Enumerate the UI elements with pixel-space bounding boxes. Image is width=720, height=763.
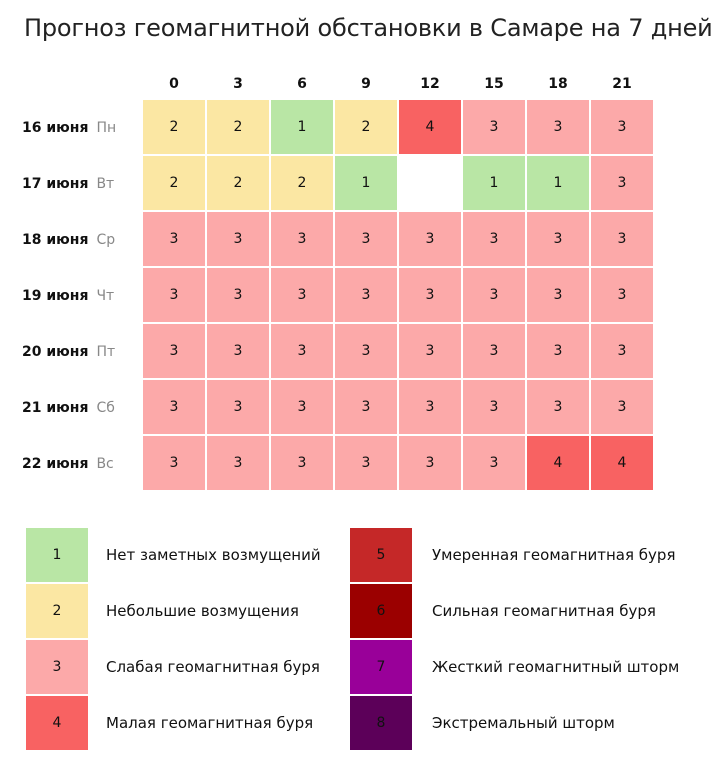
legend-label-7: Жесткий геомагнитный шторм — [432, 658, 680, 676]
heatmap-cell: 3 — [335, 268, 397, 322]
row-date: 17 июня — [22, 175, 89, 192]
heatmap-cell: 3 — [207, 380, 269, 434]
heatmap-cell: 0 — [399, 156, 461, 210]
legend-label-8: Экстремальный шторм — [432, 714, 615, 732]
heatmap-cell: 3 — [335, 212, 397, 266]
hour-label-9: 9 — [361, 76, 371, 92]
heatmap-cell: 2 — [143, 100, 205, 154]
heatmap-cell: 3 — [463, 380, 525, 434]
heatmap-cell: 3 — [399, 380, 461, 434]
legend-swatch-2: 2 — [26, 584, 88, 638]
row-label — [22, 436, 142, 491]
heatmap-cell: 3 — [207, 436, 269, 490]
row-weekday: Пн — [96, 119, 117, 136]
hour-label-6: 6 — [297, 76, 307, 92]
legend-swatch-3: 3 — [26, 640, 88, 694]
heatmap-cell: 3 — [271, 212, 333, 266]
heatmap-cell: 3 — [591, 100, 653, 154]
heatmap-cell: 3 — [271, 324, 333, 378]
heatmap-cell: 1 — [335, 156, 397, 210]
legend-label-1: Нет заметных возмущений — [106, 546, 321, 564]
legend-swatch-1: 1 — [26, 528, 88, 582]
heatmap-cell: 3 — [591, 380, 653, 434]
heatmap-cell: 3 — [335, 324, 397, 378]
heatmap-cell: 3 — [591, 156, 653, 210]
heatmap-cell: 3 — [271, 436, 333, 490]
heatmap-cell: 3 — [591, 268, 653, 322]
heatmap-cell: 3 — [335, 380, 397, 434]
heatmap-cell: 4 — [527, 436, 589, 490]
heatmap-cell: 4 — [399, 100, 461, 154]
heatmap-cell: 4 — [591, 436, 653, 490]
heatmap-cell: 3 — [143, 324, 205, 378]
heatmap-cell: 2 — [207, 100, 269, 154]
hour-label-15: 15 — [484, 76, 504, 92]
heatmap-cell: 3 — [143, 212, 205, 266]
legend-label-5: Умеренная геомагнитная буря — [432, 546, 676, 564]
row-date: 19 июня — [22, 287, 89, 304]
heatmap-cell: 2 — [143, 156, 205, 210]
heatmap-cell: 3 — [399, 212, 461, 266]
heatmap-cell: 1 — [271, 100, 333, 154]
heatmap-cell: 3 — [143, 268, 205, 322]
legend-swatch-7: 7 — [350, 640, 412, 694]
legend-label-3: Слабая геомагнитная буря — [106, 658, 320, 676]
row-date: 16 июня — [22, 119, 89, 136]
heatmap-cell: 3 — [463, 212, 525, 266]
heatmap-cell: 3 — [143, 436, 205, 490]
legend-label-2: Небольшие возмущения — [106, 602, 299, 620]
legend-swatch-8: 8 — [350, 696, 412, 750]
heatmap-cell: 3 — [527, 324, 589, 378]
row-label — [22, 156, 142, 211]
legend-swatch-6: 6 — [350, 584, 412, 638]
heatmap-cell: 2 — [335, 100, 397, 154]
heatmap-cell: 3 — [527, 100, 589, 154]
heatmap-cell: 3 — [399, 324, 461, 378]
heatmap-cell: 3 — [207, 212, 269, 266]
heatmap-cell: 3 — [463, 268, 525, 322]
heatmap-cell: 3 — [527, 380, 589, 434]
heatmap-cell: 2 — [271, 156, 333, 210]
hour-label-21: 21 — [612, 76, 632, 92]
heatmap-cell: 2 — [207, 156, 269, 210]
hour-label-12: 12 — [420, 76, 440, 92]
legend-swatch-4: 4 — [26, 696, 88, 750]
heatmap-cell: 3 — [207, 268, 269, 322]
row-date: 22 июня — [22, 455, 89, 472]
legend-swatch-5: 5 — [350, 528, 412, 582]
heatmap-cell: 1 — [527, 156, 589, 210]
hour-label-0: 0 — [169, 76, 179, 92]
heatmap-cell: 3 — [143, 380, 205, 434]
row-date: 18 июня — [22, 231, 89, 248]
heatmap-cell: 3 — [271, 268, 333, 322]
chart-title: Прогноз геомагнитной обстановки в Самаре на 7 дней — [24, 14, 713, 42]
heatmap-cell: 3 — [527, 212, 589, 266]
row-label — [22, 100, 142, 155]
legend-label-4: Малая геомагнитная буря — [106, 714, 314, 732]
heatmap-cell: 3 — [207, 324, 269, 378]
hour-label-3: 3 — [233, 76, 243, 92]
row-weekday: Пт — [96, 343, 116, 360]
heatmap-cell: 3 — [527, 268, 589, 322]
row-weekday: Вт — [96, 175, 115, 192]
heatmap-cell: 3 — [591, 324, 653, 378]
row-label — [22, 212, 142, 267]
heatmap-cell: 3 — [463, 324, 525, 378]
heatmap-cell: 3 — [271, 380, 333, 434]
hour-label-18: 18 — [548, 76, 568, 92]
row-date: 20 июня — [22, 343, 89, 360]
row-label — [22, 380, 142, 435]
row-weekday: Сб — [96, 399, 115, 416]
heatmap-cell: 3 — [463, 100, 525, 154]
heatmap-cell: 3 — [399, 268, 461, 322]
heatmap-cell: 3 — [399, 436, 461, 490]
row-date: 21 июня — [22, 399, 89, 416]
heatmap-cell: 3 — [335, 436, 397, 490]
heatmap-cell: 3 — [591, 212, 653, 266]
heatmap-cell: 1 — [463, 156, 525, 210]
row-label — [22, 324, 142, 379]
legend-label-6: Сильная геомагнитная буря — [432, 602, 656, 620]
row-weekday: Ср — [96, 231, 116, 248]
heatmap-cell: 3 — [463, 436, 525, 490]
row-weekday: Вс — [96, 455, 114, 472]
row-label — [22, 268, 142, 323]
row-weekday: Чт — [96, 287, 115, 304]
